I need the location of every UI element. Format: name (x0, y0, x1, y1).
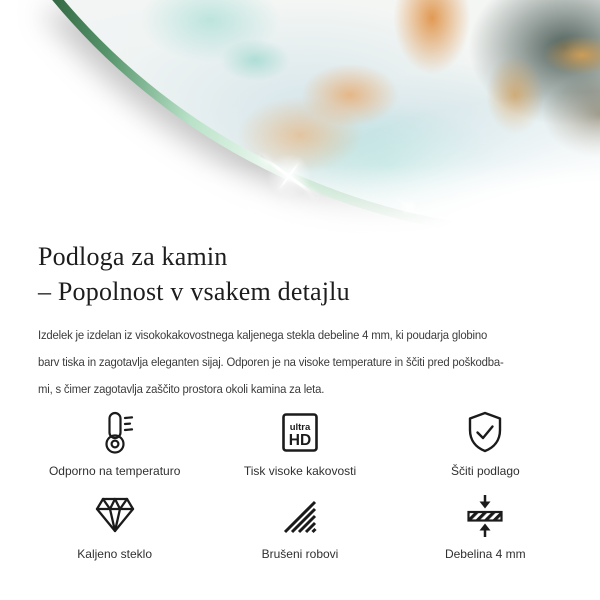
feature-label: Ščiti podlago (450, 464, 520, 478)
svg-text:HD: HD (288, 432, 312, 449)
beveled-edges-icon (276, 492, 324, 540)
feature-label: Kaljeno steklo (77, 547, 153, 561)
title-line-2: – Popolnost v vsakem detajlu (38, 277, 350, 306)
description-line: Izdelek je izdelan iz visokokakovostnega kaljenega stekla debeline 4 mm, ki poudarja globino (38, 328, 488, 342)
ultra-hd-icon (276, 409, 324, 457)
feature-tempered-glass (22, 492, 207, 561)
product-image (0, 0, 600, 236)
content-section (0, 239, 600, 403)
feature-label: Odporno na temperaturo (48, 464, 181, 478)
description-line: mi, s čimer zagotavlja zaščito prostora okoli kamina za leta. (38, 382, 325, 396)
feature-protection (393, 409, 578, 478)
feature-thickness (393, 492, 578, 561)
thickness-icon (461, 492, 509, 540)
description-line: barv tiska in zagotavlja eleganten sijaj. Odporen je na visoke temperature in ščiti pred poškodba- (38, 355, 504, 369)
feature-grid (22, 409, 578, 561)
svg-text:ultra: ultra (289, 422, 311, 433)
feature-print-quality (207, 409, 392, 478)
shield-check-icon (461, 409, 509, 457)
thermometer-icon (91, 409, 139, 457)
feature-edges (207, 492, 392, 561)
feature-label: Tisk visoke kakovosti (243, 464, 357, 478)
page-title (38, 239, 570, 309)
title-line-1: Podloga za kamin (38, 242, 228, 271)
feature-label: Brušeni robovi (261, 547, 339, 561)
product-description (38, 322, 570, 403)
glass-disc (0, 0, 600, 236)
feature-temperature (22, 409, 207, 478)
diamond-icon (91, 492, 139, 540)
feature-label: Debelina 4 mm (444, 547, 526, 561)
